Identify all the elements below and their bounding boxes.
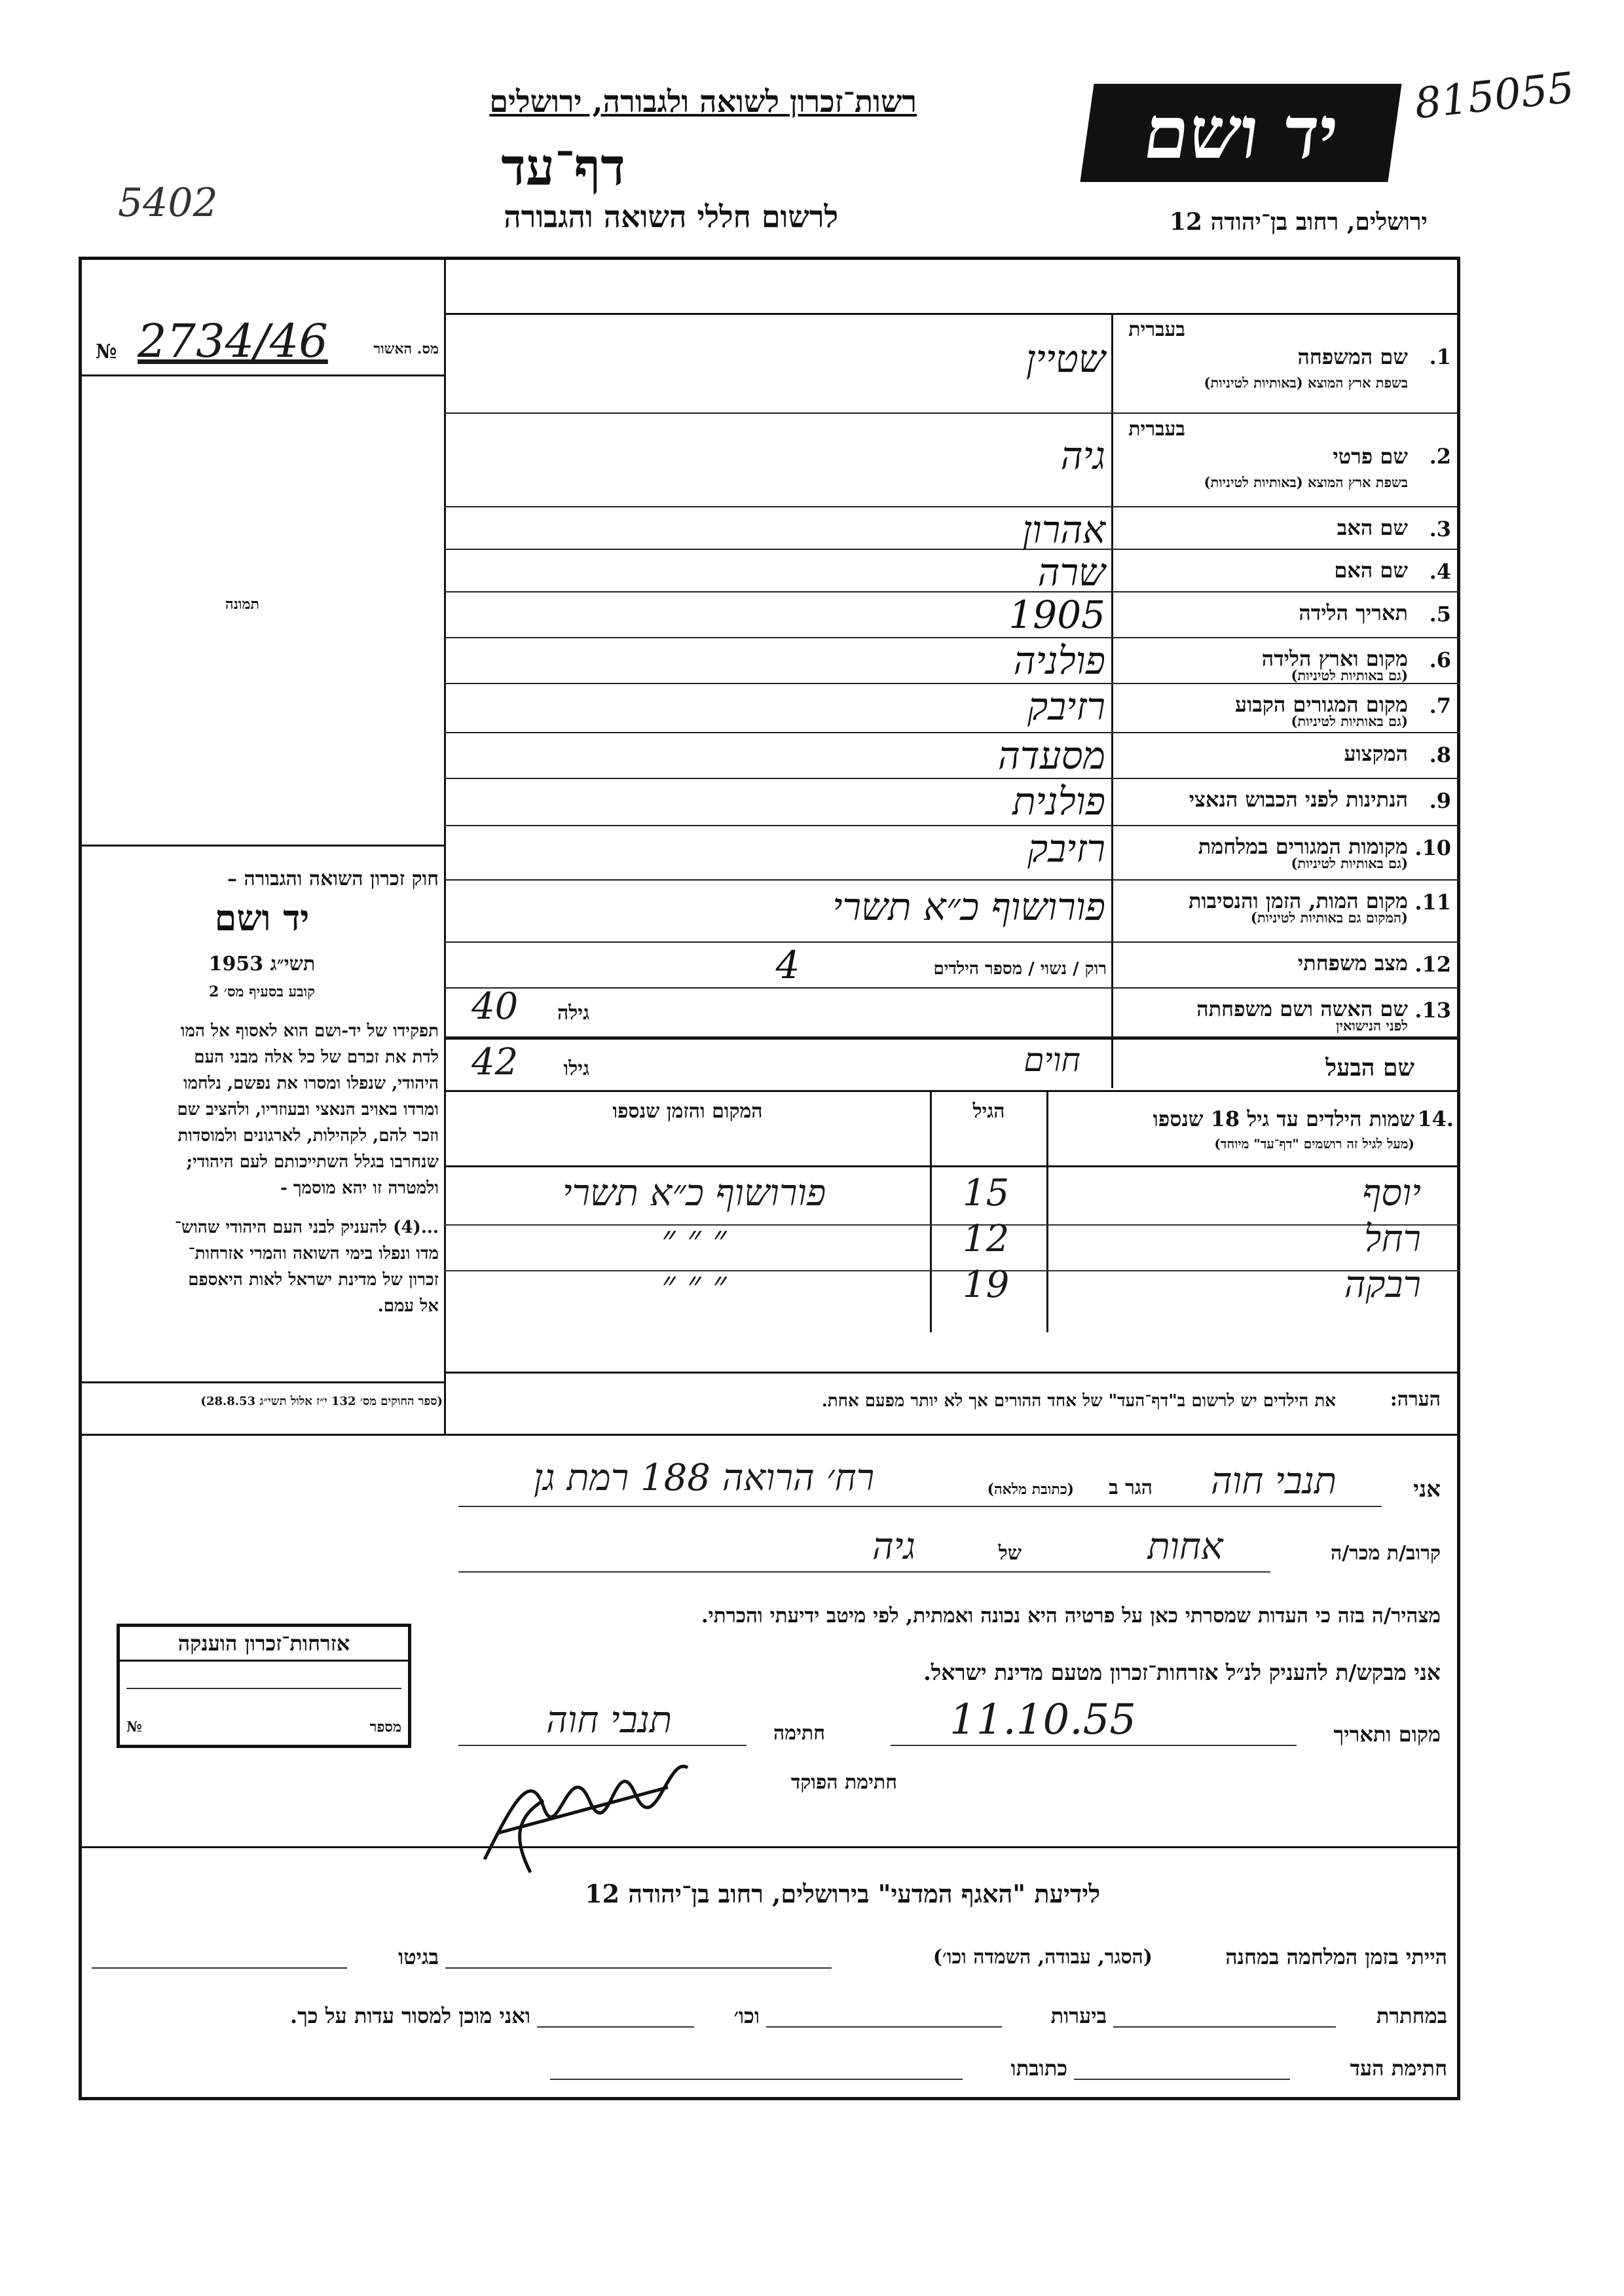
field-number: 1. — [1429, 344, 1451, 369]
yad-vashem-logo: יד ושם — [1080, 84, 1401, 182]
law-line: וזכר להם, לקהילות, לארגונים ולמוסדות — [177, 1126, 439, 1146]
field-number: 4. — [1429, 559, 1451, 584]
field-row — [444, 592, 1460, 638]
field-value: מסעדה — [997, 733, 1105, 778]
field-row — [444, 684, 1460, 733]
footer-line2-blank — [1113, 2026, 1336, 2028]
field-sublabel: בשפת ארץ המוצא (באותיות לטיניות) — [1204, 474, 1408, 490]
footer-title: לידיעת "האגף המדעי" בירושלים, רחוב בן־יהודה 12 — [585, 1879, 1100, 1908]
handwritten-left-number: 5402 — [118, 180, 218, 226]
citizenship-box — [117, 1624, 411, 1748]
field-number: 7. — [1429, 693, 1451, 718]
field-row — [444, 550, 1460, 592]
husband-age-value: 42 — [471, 1041, 519, 1084]
citizenship-line — [126, 1688, 401, 1689]
field-label: שם המשפחה — [1297, 344, 1408, 369]
field-value: 4 — [775, 943, 800, 987]
law-line: שנחרבו בגלל השתייכותם לעם היהודי; — [186, 1152, 439, 1172]
declarant-name: תנבי חוה — [1210, 1460, 1337, 1503]
children-title: שמות הילדים עד גיל 18 שנספו — [1153, 1106, 1414, 1131]
field-value: שטיין — [1025, 337, 1105, 381]
child-name: יוסף — [1362, 1172, 1421, 1214]
relative-underline — [458, 1571, 1270, 1573]
field-row — [444, 989, 1460, 1038]
children-num: 14. — [1417, 1106, 1454, 1131]
field-sublabel: (המקום גם באותיות לטיניות) — [1250, 909, 1408, 926]
field-sublabel: (גם באותיות לטיניות) — [1291, 855, 1408, 871]
footer-line2-willing: ואני מוכן למסור עדות על כך. — [289, 2003, 530, 2028]
footer-line3-witness-signature: חתימת העד — [1350, 2056, 1447, 2081]
field-number: 10. — [1414, 835, 1451, 860]
law-line: ולמטרה זו יהא מוסמך - — [280, 1178, 439, 1198]
footer-line2-etc: וכו׳ — [733, 2003, 760, 2028]
marital-status-options: רוק / נשוי / מספר הילדים — [933, 959, 1107, 979]
footer-line2-blank3 — [537, 2026, 694, 2028]
note-label: הערה: — [1390, 1388, 1441, 1411]
law-section: קובע בסעיף מס׳ 2 — [208, 983, 316, 1000]
field-label: מקום וארץ הלידה — [1261, 646, 1408, 671]
field-value: רזיבק — [1027, 684, 1105, 729]
law-line: ...(4) להעניק לבני העם היהודי שהוש־ — [174, 1218, 439, 1237]
footer-line2-blank2 — [766, 2026, 1002, 2028]
signature-value: תנבי חוה — [545, 1699, 673, 1741]
declarant-address: רח׳ הרואה 188 רמת גן — [533, 1457, 875, 1499]
photo-label: תמונה — [225, 596, 259, 613]
field-row — [444, 638, 1460, 684]
footer-line2-underground: במחתרת — [1376, 2003, 1447, 2028]
child-age: 15 — [963, 1172, 1010, 1214]
law-line: ומרדו באויב הנאצי ובעוזריו, ולהציב שם — [177, 1100, 439, 1120]
signature-label: חתימה — [773, 1722, 825, 1745]
photo-box-top — [79, 374, 445, 376]
place-header: המקום והזמן שנספו — [612, 1100, 763, 1123]
row-13-line — [444, 1038, 1460, 1040]
footer-line3-blank — [1074, 2079, 1290, 2080]
approval-number-value: 2734/46 — [138, 314, 328, 368]
children-col-age-right — [1046, 1090, 1048, 1332]
field-sublabel: בשפת ארץ המוצא (באותיות לטיניות) — [1204, 374, 1408, 391]
declaration-statement: מצהיר/ה בזה כי העדות שמסרתי כאן על פרטיה היא נכונה ואמתית, לפי מיטב ידיעתי והכרתי. — [701, 1604, 1441, 1628]
field-label: מצב משפחתי — [1297, 951, 1408, 975]
law-line: תפקידו של יד-ושם הוא לאסוף אל המו — [180, 1021, 439, 1041]
child-name: רבקה — [1344, 1264, 1421, 1306]
field-label: שם פרטי — [1333, 444, 1408, 469]
child-age: 19 — [963, 1264, 1010, 1306]
field-row — [444, 826, 1460, 881]
field-row — [444, 414, 1460, 507]
field-label: שם האשה ושם משפחתה — [1196, 996, 1408, 1021]
field-row — [444, 314, 1460, 414]
child-place: ״ ״ ״ — [661, 1218, 727, 1260]
approval-no-sym: № — [96, 340, 117, 363]
law-bottom-line — [79, 1381, 445, 1383]
law-line: זכרון של מדינת ישראל לאות היאספם — [188, 1270, 439, 1290]
field-number: 2. — [1429, 444, 1451, 469]
field-row — [444, 507, 1460, 550]
lives-label: הגר ב — [1109, 1476, 1153, 1499]
form-subtitle: לרשום חללי השואה והגבורה — [504, 199, 838, 234]
citizenship-no-sym: № — [126, 1719, 142, 1736]
photo-box-bottom — [79, 845, 445, 847]
field-row — [444, 779, 1460, 826]
child-age: 12 — [963, 1218, 1010, 1260]
footer-top-line — [79, 1846, 1460, 1848]
field-row — [444, 733, 1460, 779]
husband-label: חוים — [1024, 1041, 1080, 1079]
law-line: היהודי, שנפלו ומסרו את נפשם, נלחמו — [183, 1074, 439, 1093]
field-number: 11. — [1414, 890, 1451, 915]
field-label: המקצוע — [1344, 741, 1408, 766]
law-text — [85, 1018, 439, 1319]
declaration-request: אני מבקש/ת להעניק לנ״ל אזרחות־זכרון מטעם מדינת ישראל. — [923, 1660, 1441, 1685]
citizenship-box-title: אזרחות־זכרון הוענקה — [120, 1627, 408, 1662]
field-value: פורושוף כ״א תשרי — [832, 884, 1105, 929]
field-label: שם האב — [1337, 515, 1408, 540]
wife-age-label: גילה — [557, 1002, 589, 1025]
field-number: 8. — [1429, 742, 1451, 767]
field-hebrew-tag: בעברית — [1128, 318, 1185, 341]
field-number: 5. — [1429, 602, 1451, 627]
field-row — [444, 881, 1460, 943]
children-top-line — [444, 1090, 1460, 1092]
law-year: תשי״ג 1953 — [208, 953, 316, 975]
law-line: אל עמם. — [377, 1296, 439, 1316]
law-line: לדת את זכרם של כל אלה מבני העם — [194, 1048, 439, 1067]
declarant-label: אני — [1413, 1476, 1441, 1503]
footer-line2-forests: ביערות — [1050, 2003, 1107, 2028]
field-number: 6. — [1429, 647, 1451, 672]
footer-line1-camp: הייתי בזמן המלחמה במחנה — [1225, 1944, 1447, 1969]
footer-line1-ghetto: בגיטו — [398, 1944, 439, 1969]
field-number: 9. — [1429, 788, 1451, 813]
address-header: ירושלים, רחוב בן־יהודה 12 — [1169, 208, 1428, 236]
age-header: הגיל — [972, 1100, 1005, 1123]
note-bottom-line — [79, 1434, 1460, 1436]
field-label: מקום המות, הזמן והנסיבות — [1188, 888, 1408, 913]
child-name: רחל — [1364, 1218, 1421, 1260]
field-hebrew-tag: בעברית — [1128, 418, 1185, 441]
field-label: מקומות המגורים במלחמת — [1198, 834, 1408, 859]
relation-value: אחות — [1147, 1525, 1223, 1568]
husband-name-label: שם הבעל — [1325, 1054, 1414, 1082]
footer-line1-types: (הסגר, עבודה, השמדה וכו׳) — [932, 1946, 1153, 1969]
citizenship-number-label: מספר — [369, 1719, 401, 1736]
footer-line1-blank2 — [92, 1967, 347, 1969]
footer-line3-blank2 — [550, 2079, 963, 2080]
field-value: פולניה — [1013, 638, 1105, 683]
field-sublabel: (גם באותיות לטיניות) — [1291, 713, 1408, 729]
field-number: 13. — [1414, 998, 1451, 1023]
note-text: את הילדים יש לרשום ב"דף־העד" של אחד ההורים אך לא יותר מפעם אחת. — [821, 1391, 1336, 1411]
field-label: מקום המגורים הקבוע — [1235, 692, 1408, 717]
children-subtitle: (מעל לגיל זה רושמים "דף־עד" מיוחד) — [1214, 1136, 1414, 1152]
child-place: פורושוף כ״א תשרי — [562, 1172, 826, 1214]
law-source: (ספר החוקים מס׳ 132 י״ז אלול תשי״ג 28.8.53) — [200, 1394, 443, 1408]
field-sublabel: (גם באותיות לטיניות) — [1291, 667, 1408, 683]
approval-label: מס. האשור — [373, 340, 439, 357]
handwritten-file-number: 815055 — [1412, 64, 1577, 129]
place-date-value: 11.10.55 — [950, 1696, 1136, 1744]
law-title: חוק זכרון השואה והגבורה – — [227, 867, 439, 890]
address-hint: (כתובת מלאה) — [987, 1481, 1074, 1498]
field-value: 1905 — [1008, 592, 1105, 637]
place-date-label: מקום ותאריך — [1333, 1722, 1441, 1747]
field-value: רזיבק — [1027, 826, 1105, 871]
field-sublabel: לפני הנישואין — [1336, 1017, 1408, 1034]
field-value: גיה — [1060, 433, 1105, 478]
field-number: 3. — [1429, 517, 1451, 541]
note-top-line — [444, 1372, 1460, 1374]
field-value: פולנית — [1012, 779, 1105, 824]
husband-age-label: גילו — [563, 1057, 589, 1080]
law-name: יד ושם — [214, 897, 310, 939]
of-name: גיה — [872, 1525, 915, 1568]
footer-line1-blank — [445, 1967, 832, 1969]
field-label: הנתינות לפני הכבוש הנאצי — [1189, 787, 1408, 812]
official-signature-label: חתימת הפוקד — [790, 1771, 897, 1794]
field-value: שרה — [1037, 550, 1105, 594]
children-header-line — [444, 1165, 1460, 1167]
field-number: 12. — [1414, 952, 1451, 977]
child-place: ״ ״ ״ — [661, 1264, 727, 1306]
field-label: שם האם — [1334, 558, 1408, 583]
field-value: אהרון — [1022, 507, 1105, 552]
law-line: מדו ונפלו בימי השואה והמרי אזרחות־ — [188, 1244, 439, 1264]
place-date-underline — [891, 1745, 1297, 1746]
wife-age-value: 40 — [471, 985, 519, 1028]
relative-label: קרוב/ת מכר/ה — [1330, 1542, 1441, 1565]
field-label: תאריך הלידה — [1299, 600, 1408, 625]
children-col-age-left — [930, 1090, 932, 1332]
form-title: דף־עד — [501, 137, 625, 197]
footer-line3-address: כתובתו — [1010, 2056, 1067, 2081]
authority-title: רשות־זכרון לשואה ולגבורה, ירושלים — [489, 84, 917, 119]
address-underline — [458, 1506, 1382, 1507]
official-signature-scribble — [471, 1728, 707, 1879]
of-label: של — [998, 1542, 1022, 1565]
